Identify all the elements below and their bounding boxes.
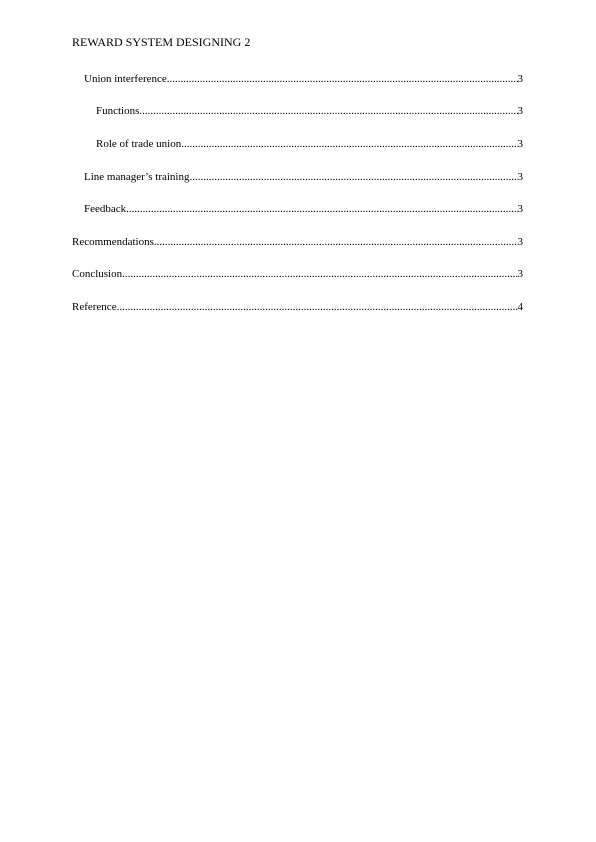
toc-entry-label: Functions: [96, 105, 140, 117]
toc-dot-leader: [189, 170, 517, 184]
toc-entry-label: Role of trade union: [96, 138, 182, 150]
toc-dot-leader: [117, 300, 518, 314]
toc-entry-label: Line manager’s training: [84, 171, 190, 183]
toc-entry-label: Union interference: [84, 73, 167, 85]
toc-entry-line-managers-training[interactable]: [84, 170, 523, 184]
toc-entry-label: Recommendations: [72, 236, 154, 248]
toc-entry-label: Reference: [72, 301, 117, 313]
toc-dot-leader: [122, 267, 517, 281]
toc-entry-functions[interactable]: [96, 104, 523, 118]
toc-entry-page-number: 3: [517, 268, 523, 280]
toc-entry-page-number: 3: [517, 236, 523, 248]
toc-entry-page-number: 3: [517, 73, 523, 85]
toc-entry-recommendations[interactable]: [72, 235, 523, 249]
toc-dot-leader: [126, 202, 517, 216]
running-header: REWARD SYSTEM DESIGNING 2: [72, 35, 251, 49]
toc-entry-role-of-trade-union[interactable]: [96, 137, 523, 151]
toc-entry-feedback[interactable]: [84, 202, 523, 216]
toc-dot-leader: [139, 104, 517, 118]
toc-entry-page-number: 4: [517, 301, 523, 313]
toc-dot-leader: [167, 72, 518, 86]
toc-entry-label: Conclusion: [72, 268, 123, 280]
toc-entry-page-number: 3: [517, 171, 523, 183]
toc-entry-label: Feedback: [84, 203, 127, 215]
toc-entry-page-number: 3: [517, 138, 523, 150]
toc-dot-leader: [154, 235, 518, 249]
toc-entry-page-number: 3: [517, 203, 523, 215]
toc-entry-reference[interactable]: [72, 300, 523, 314]
toc-entry-page-number: 3: [517, 105, 523, 117]
toc-entry-conclusion[interactable]: [72, 267, 523, 281]
toc-entry-union-interference[interactable]: [84, 72, 523, 86]
toc-dot-leader: [181, 137, 517, 151]
